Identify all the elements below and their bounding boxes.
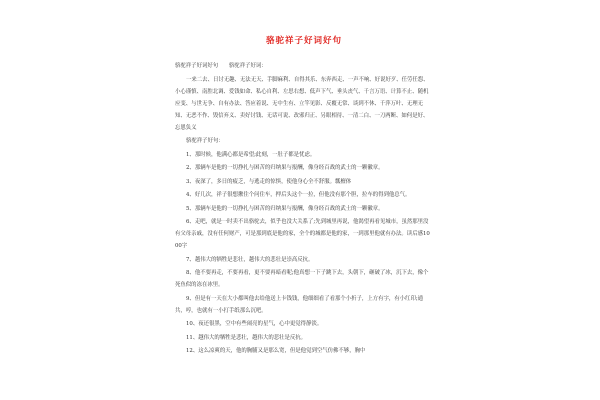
sentence-item: 7、越伟大的牺牲是悲壮，越伟大的悲壮是崇高反抗。 bbox=[186, 256, 314, 263]
section-heading: 骆驼祥子好句： bbox=[186, 138, 224, 144]
sentence-item: 4、好几次，祥子很想揪住个问住车，押后头这个一拉，但他没有那个胆，拉车的得到他总气。 bbox=[186, 192, 411, 198]
word-list: 一来二去、日讨无趣、无法无天、手脚麻利、自得其乐、东奔西走、一声不响、好说好歹、任劳任怨、小心谨慎、南腔北调、爱钱如命、私心自利、左思右想、低声下气、垂头丧气、千言万语、计算不止、随机应变、与世无争、自有办法、答应着说、无中生有、立竿见影、反覆无常、谈到不休、千萍万叶、无理无知、无恶不作、毁信弃义、卖好讨钱、无话可说、改邪归正、另眼相待、一清二白、一刀两断、如何是好、忘恩负义 bbox=[175, 76, 429, 131]
sentence-item: 2、那辆车是他的一切挣扎与困苦的归纳果与报酬，像身经百战的武士的一颗徽章。 bbox=[186, 165, 384, 171]
sentence-item: 8、他不要再走，不要再看，更不要再暗看呢;他真想一下子跳下去，头朝下，砸破了冰，沉下去，像个死鱼似的冻在冰里。 bbox=[175, 270, 429, 288]
sentence-item: 1、那时候，他满心都是希望;此刻，一肚子都是忧虑。 bbox=[186, 151, 316, 158]
document bbox=[175, 34, 433, 359]
sentence-item: 11、越伟大的牺牲是悲壮，越伟大的悲壮是反抗。 bbox=[186, 334, 307, 341]
sentence-item: 3、夜深了，多日的疲乏，与逃走的惊惧，使他身心全不舒服。瓢檀体 bbox=[186, 178, 352, 185]
sentence-item: 12、这么凉爽的天，他的胸脯又是那么宽，但是他觉到空气仿佛不够，胸中 bbox=[186, 348, 366, 354]
sentence-item: 5、那辆车是他的一切挣扎与困苦的归纳果与报酬，像身经百战的武士的一颗徽章。 bbox=[186, 205, 384, 212]
sentence-item: 9、但是有一天在大小都叫他去给他送上卡钱钱，他细细看了看那个小折子，上方有字，有小红印;通共，哼，也就有一小打手纸那么沉吧。 bbox=[175, 295, 424, 314]
document-title: 骆驼祥子好词好句 bbox=[265, 36, 342, 46]
sentence-item: 10、夜还很黑，空中有些闹亮的星气，心中更觉得静淡。 bbox=[186, 321, 323, 327]
section-heading: 骆驼祥子好词好句 骆驼祥子好词： bbox=[175, 63, 267, 69]
sentence-item: 6、走吧，就是一时卖不出骆驼去，似乎也没大关系了;先到城里再说，他渴望再看见城市，虽然那里没有父母亲戚，没有任何财产，可是那到底是他的家，全个的城都是他的家，一到那里他就有办法。读后感1000字 bbox=[175, 219, 430, 249]
